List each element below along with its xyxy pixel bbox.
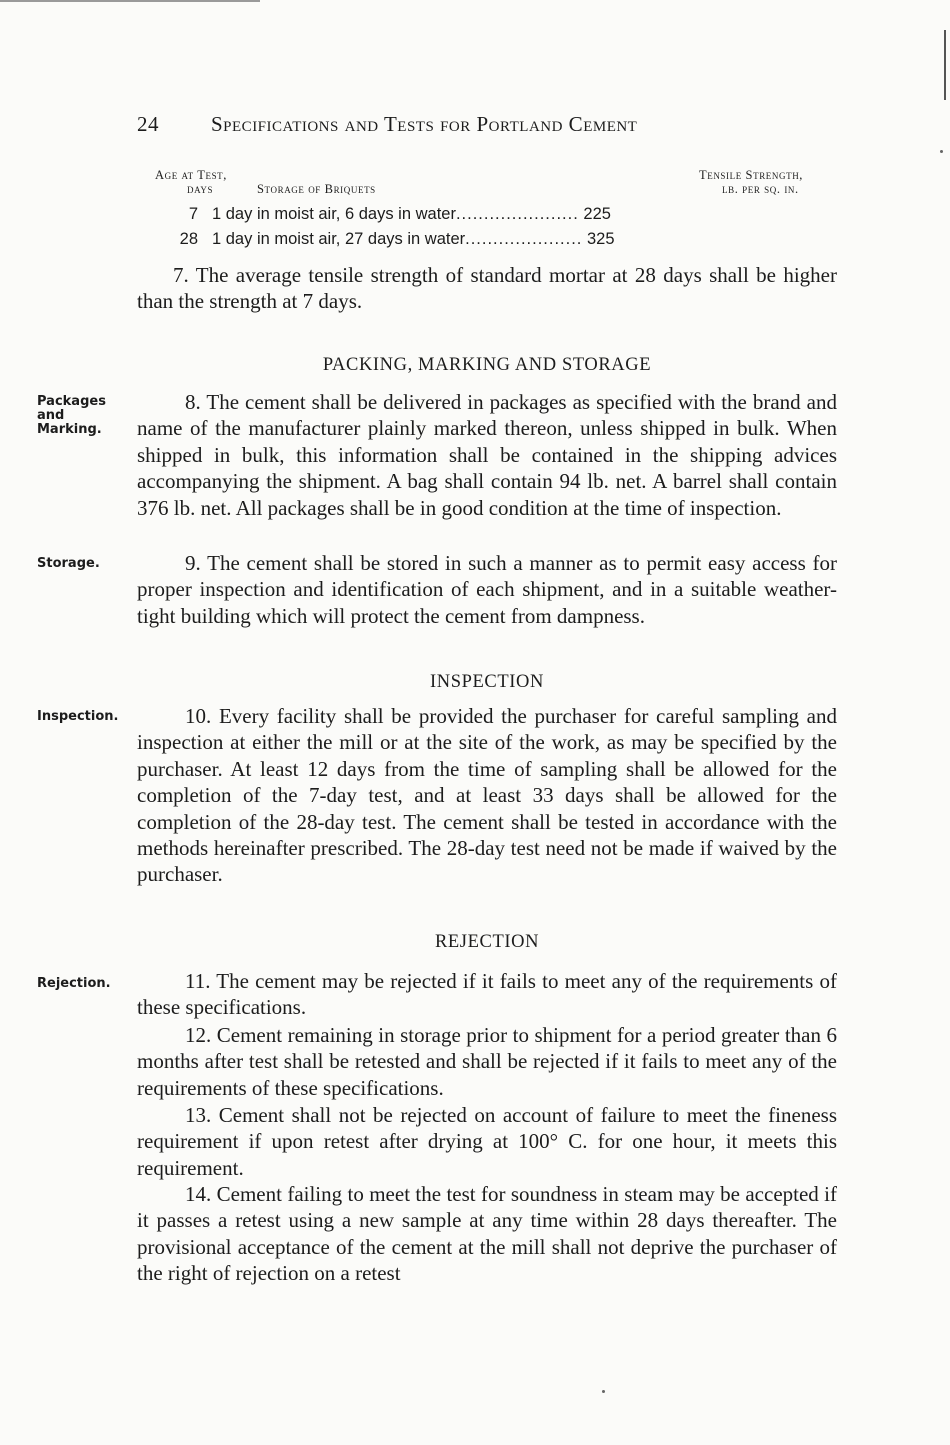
paragraph-text: 11. The cement may be rejected if it fails to meet any of the requirements of these specifications. <box>137 969 837 1020</box>
sidenote-line: and <box>37 408 65 423</box>
top-edge-rule <box>0 0 260 2</box>
table-cell-storage: 1 day in moist air, 27 days in water <box>212 230 466 248</box>
table-col3-header-line2: lb. per sq. in. <box>722 182 799 196</box>
paragraph-11 <box>137 968 837 1021</box>
paragraph-14 <box>137 1181 837 1287</box>
table-cell-storage: 1 day in moist air, 6 days in water <box>212 205 456 223</box>
table-row <box>170 230 615 249</box>
paragraph-text: 14. Cement failing to meet the test for soundness in steam may be accepted if it passes a retest using a new sample at any time within 28 days thereafter. The provisional acceptance of the cement at the mill shall not deprive the purchaser of the right of rejection on a retest <box>137 1182 837 1286</box>
table-cell-strength: 225 <box>583 205 611 223</box>
paragraph-9 <box>137 550 837 629</box>
paragraph-text: 12. Cement remaining in storage prior to shipment for a period greater than 6 months after test shall be retested and shall be rejected if it fails to meet any of the requirements of these specifications. <box>137 1023 837 1100</box>
page-edge-mark <box>944 30 946 100</box>
paragraph-text: 9. The cement shall be stored in such a manner as to permit easy access for proper inspection and identification of each shipment, and in a suitable weather-tight building which will protect the cement from dampness. <box>137 551 837 628</box>
table-col2-header: Storage of Briquets <box>257 182 376 196</box>
paragraph-13 <box>137 1102 837 1181</box>
sidenote-line: Packages <box>37 394 106 409</box>
paragraph-text: 10. Every facility shall be provided the purchaser for careful sampling and inspection at either the mill or at the site of the work, as may be specified by the purchaser. At least 12 days from the time of sampling shall be allowed for the completion of the 7-day test, and at least 33 days shall be allowed for the completion of the 28-day test. The cement shall be tested in accordance with the methods hereinafter prescribed. The 28-day test need not be made if waived by the purchaser. <box>137 704 837 887</box>
paragraph-8 <box>137 389 837 521</box>
paragraph-text: 7. The average tensile strength of standard mortar at 28 days shall be higher than the strength at 7 days. <box>137 263 837 314</box>
sidenote-rejection: Rejection. <box>37 976 111 991</box>
heading-packing: PACKING, MARKING AND STORAGE <box>322 355 652 375</box>
paragraph-7 <box>137 262 837 315</box>
sidenote-packages <box>37 395 106 437</box>
table-row <box>170 205 611 224</box>
table-col1-header-line1: Age at Test, <box>155 168 228 182</box>
table-col3-header-line1: Tensile Strength, <box>699 168 804 182</box>
dot-leader: ..................... <box>465 230 583 248</box>
heading-inspection: INSPECTION <box>430 672 544 692</box>
running-header <box>137 112 637 137</box>
page-number: 24 <box>137 112 159 136</box>
heading-rejection: REJECTION <box>434 932 540 952</box>
table-cell-strength: 325 <box>587 230 615 248</box>
sidenote-storage: Storage. <box>37 556 100 571</box>
paragraph-text: 8. The cement shall be delivered in packages as specified with the brand and name of the manufacturer plainly marked thereon, unless shipped in bulk. When shipped in bulk, this information shall be contained in the shipping advices accompanying the shipment. A bag shall contain 94 lb. net. A barrel shall contain 376 lb. net. All packages shall be in good condition at the time of inspection. <box>137 390 837 520</box>
sidenote-line: Marking. <box>37 422 102 437</box>
scan-speck <box>602 1390 605 1393</box>
running-title: Specifications and Tests for Portland Cement <box>211 112 638 136</box>
paragraph-text: 13. Cement shall not be rejected on account of failure to meet the fineness requirement if upon retest after drying at 100° C. for one hour, it meets this requirement. <box>137 1103 837 1180</box>
table-cell-days: 28 <box>179 230 198 248</box>
scan-speck <box>940 150 943 153</box>
table-col1-header-line2: days <box>187 182 214 196</box>
paragraph-12 <box>137 1022 837 1101</box>
paragraph-10 <box>137 703 837 888</box>
dot-leader: ...................... <box>455 205 579 223</box>
table-cell-days: 7 <box>188 205 198 223</box>
sidenote-inspection: Inspection. <box>37 709 119 724</box>
